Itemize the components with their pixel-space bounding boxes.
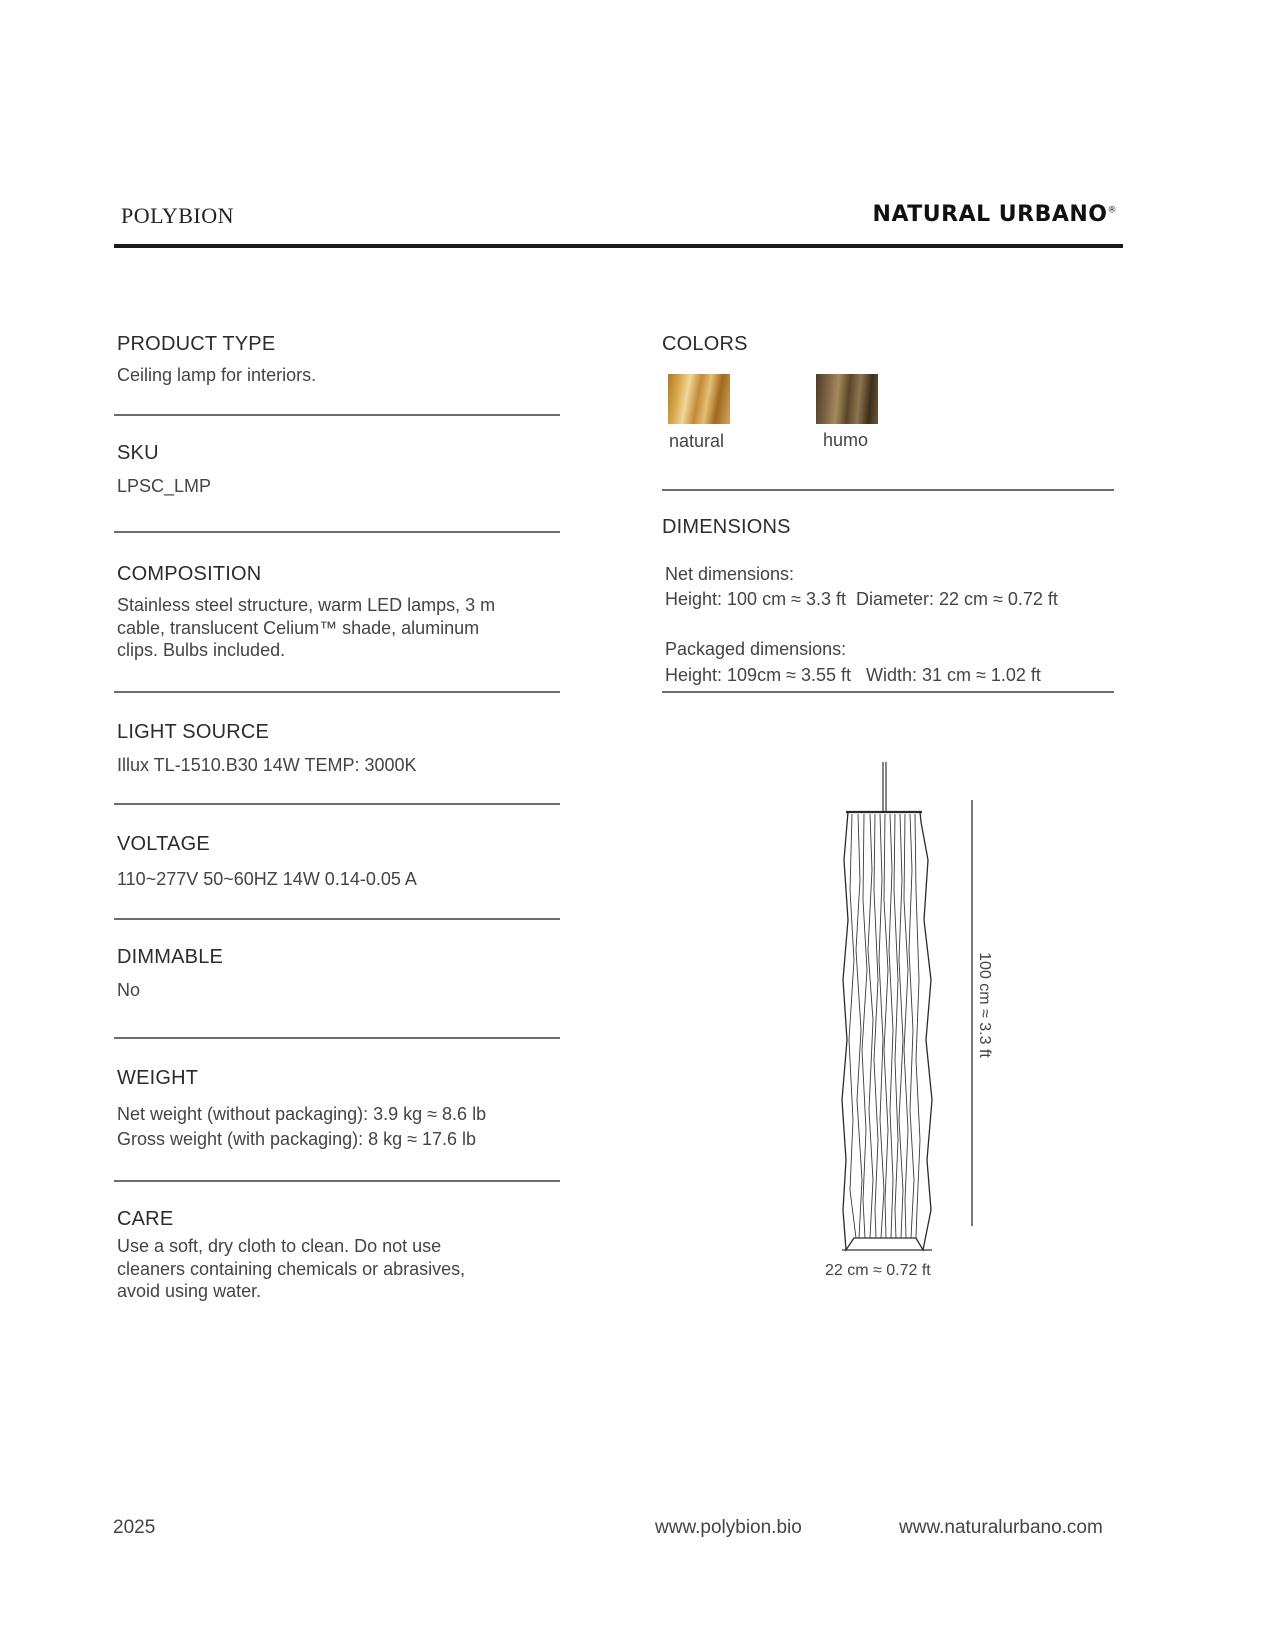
section-title: VOLTAGE	[117, 833, 210, 855]
body-line: Use a soft, dry cloth to clean. Do not use	[117, 1236, 442, 1256]
body-line: Stainless steel structure, warm LED lamps, 3 m	[117, 595, 496, 615]
footer-link-naturalurbano[interactable]: www.naturalurbano.com	[899, 1517, 1103, 1538]
polybion-logo: POLYBION	[121, 203, 235, 228]
section-title: DIMMABLE	[117, 946, 224, 968]
swatch-humo	[816, 374, 878, 424]
section-body	[117, 868, 557, 891]
section-dimmable	[117, 946, 557, 1002]
packaged-dimensions-label: Packaged dimensions:	[665, 639, 847, 659]
body-line: Illux TL-1510.B30 14W TEMP: 3000K	[117, 755, 417, 775]
divider	[114, 1037, 560, 1039]
body-line: Gross weight (with packaging): 8 kg ≈ 17.6 lb	[117, 1129, 477, 1149]
section-body	[117, 754, 557, 777]
section-weight	[117, 1067, 557, 1152]
section-sku	[117, 442, 557, 498]
colors-title: COLORS	[662, 333, 748, 355]
body-line: 110~277V 50~60HZ 14W 0.14-0.05 A	[117, 869, 417, 889]
header-rule	[114, 244, 1123, 248]
dimensions-title: DIMENSIONS	[662, 516, 791, 538]
net-dimensions-values: Height: 100 cm ≈ 3.3 ft Diameter: 22 cm ≈ 0.72 ft	[665, 589, 1058, 609]
body-line: LPSC_LMP	[117, 476, 212, 496]
divider	[114, 691, 560, 693]
body-line: cable, translucent Celium™ shade, aluminum	[117, 617, 480, 638]
footer-year: 2025	[113, 1517, 156, 1538]
section-body	[117, 475, 557, 498]
section-product-type	[117, 333, 557, 387]
body-line: clips. Bulbs included.	[117, 640, 286, 660]
footer-link-polybion[interactable]: www.polybion.bio	[655, 1517, 802, 1538]
divider	[114, 918, 560, 920]
natural-urbano-logo-text: NATURAL URBANO	[872, 202, 1108, 227]
lamp-cable	[883, 762, 886, 812]
registered-mark: ®	[1107, 205, 1117, 216]
natural-urbano-logo	[873, 202, 1117, 227]
width-dimension-label: 22 cm ≈ 0.72 ft	[825, 1262, 931, 1279]
section-care	[117, 1208, 557, 1303]
section-light-source	[117, 721, 557, 777]
section-title: SKU	[117, 442, 159, 464]
section-body	[117, 1235, 557, 1303]
net-dimensions-label: Net dimensions:	[665, 564, 795, 584]
section-body	[117, 1102, 557, 1152]
body-line: avoid using water.	[117, 1281, 262, 1301]
divider	[114, 531, 560, 533]
section-title: COMPOSITION	[117, 563, 262, 585]
section-composition	[117, 563, 557, 662]
swatch-natural	[668, 374, 730, 424]
body-line: No	[117, 980, 141, 1000]
lamp-drawing	[780, 750, 1050, 1290]
divider	[114, 1180, 560, 1182]
section-voltage	[117, 833, 557, 891]
body-line: cleaners containing chemicals or abrasives,	[117, 1258, 466, 1279]
section-body	[117, 979, 557, 1002]
section-body	[117, 594, 557, 662]
swatch-label-humo: humo	[823, 430, 869, 450]
section-body	[117, 364, 557, 387]
section-title: CARE	[117, 1208, 174, 1230]
section-title: WEIGHT	[117, 1067, 199, 1089]
lamp-pleats	[849, 814, 920, 1238]
body-line: Ceiling lamp for interiors.	[117, 365, 317, 385]
section-title: LIGHT SOURCE	[117, 721, 270, 743]
section-title: PRODUCT TYPE	[117, 333, 276, 355]
divider	[114, 803, 560, 805]
divider	[114, 414, 560, 416]
body-line: Net weight (without packaging): 3.9 kg ≈ 8.6 lb	[117, 1104, 487, 1124]
swatch-label-natural: natural	[669, 431, 725, 451]
packaged-dimensions-values: Height: 109cm ≈ 3.55 ft Width: 31 cm ≈ 1.02 ft	[665, 665, 1041, 685]
height-dimension-label: 100 cm ≈ 3.3 ft	[976, 952, 993, 1058]
divider	[662, 691, 1114, 693]
divider	[662, 489, 1114, 491]
